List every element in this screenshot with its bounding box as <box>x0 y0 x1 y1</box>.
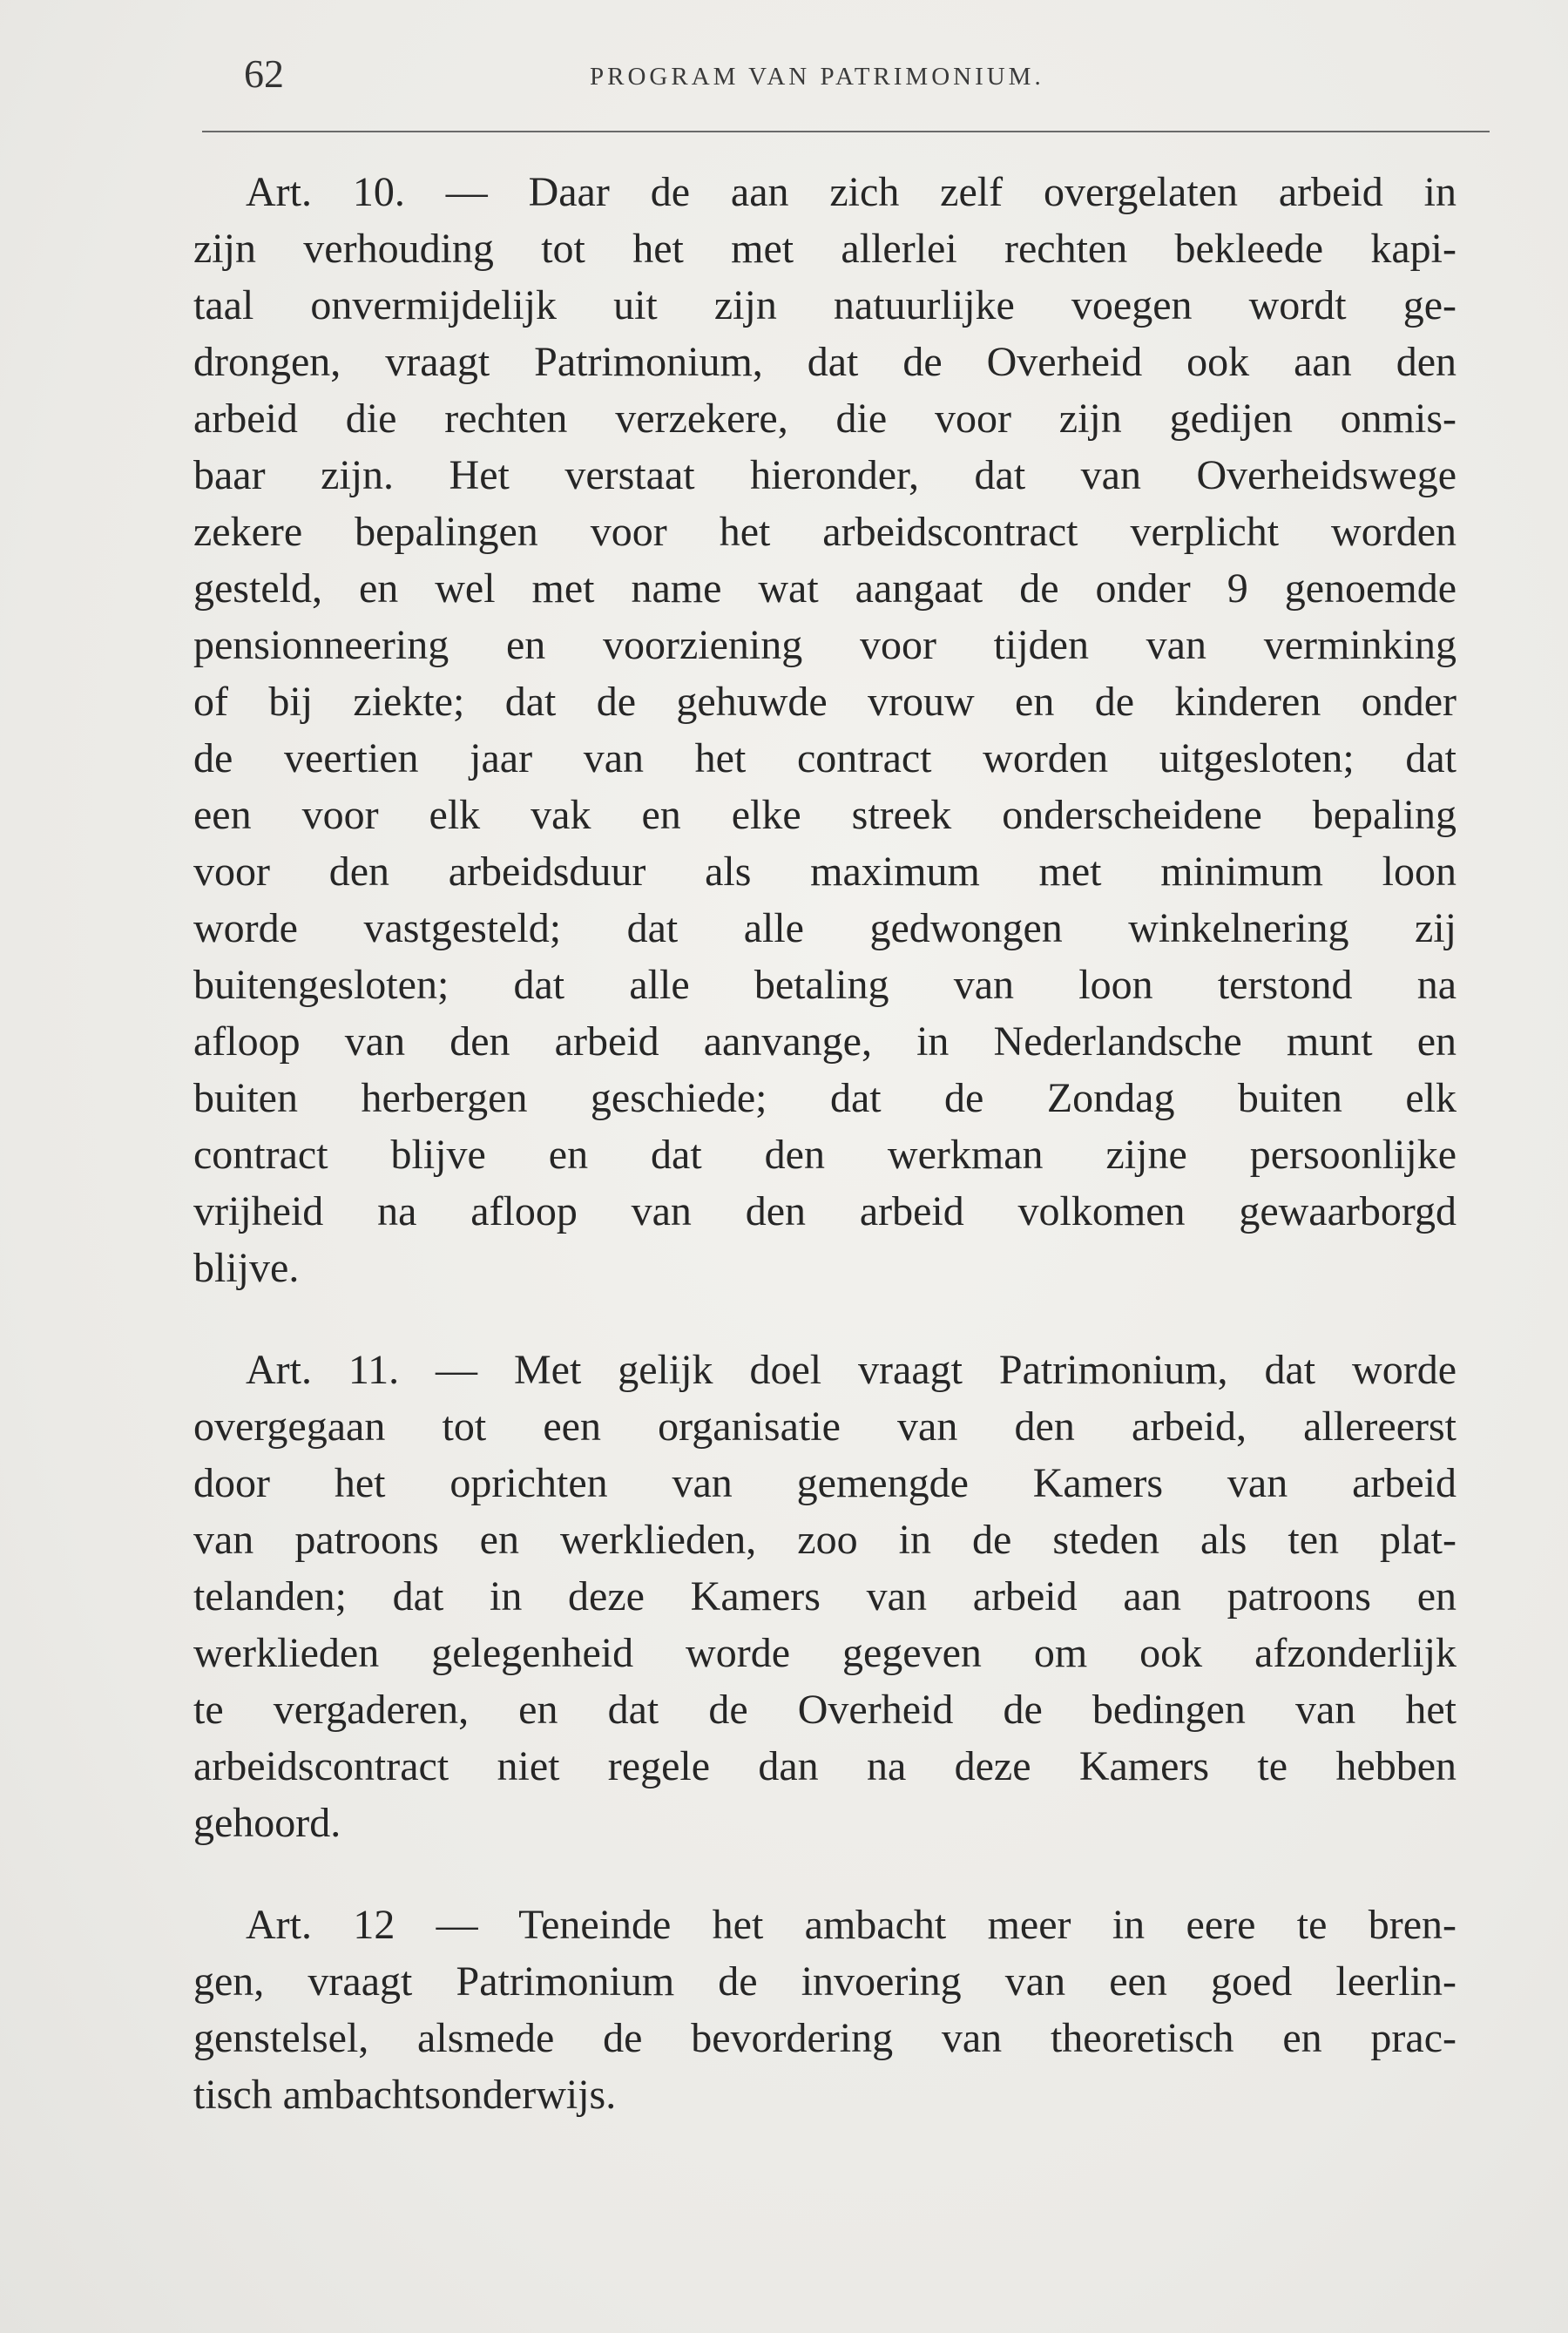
text-line: telanden; dat in deze Kamers van arbeid aan patroons en <box>193 1573 1456 1620</box>
text-line: zijn verhouding tot het met allerlei rechten bekleede kapi- <box>193 226 1456 272</box>
text-line: contract blijve en dat den werkman zijne persoonlijke <box>193 1132 1456 1178</box>
text-line: buiten herbergen geschiede; dat de Zondag buiten elk <box>193 1075 1456 1121</box>
text-line: baar zijn. Het verstaat hieronder, dat van Overheidswege <box>193 452 1456 498</box>
text-line: de veertien jaar van het contract worden uitgesloten; dat <box>193 735 1456 781</box>
header-rule <box>202 131 1490 132</box>
text-line: van patroons en werklieden, zoo in de steden als ten plat- <box>193 1517 1456 1563</box>
body-text <box>193 164 1456 2168</box>
text-line: gen, vraagt Patrimonium de invoering van een goed leerlin- <box>193 1958 1456 2005</box>
page-number: 62 <box>244 51 284 96</box>
article-12 <box>193 1897 1456 2123</box>
text-line: een voor elk vak en elke streek onderscheidene bepaling <box>193 792 1456 838</box>
text-line: buitengesloten; dat alle betaling van loon terstond na <box>193 962 1456 1008</box>
text-line: gesteld, en wel met name wat aangaat de onder 9 genoemde <box>193 565 1456 612</box>
text-line: gehoord. <box>193 1800 341 1846</box>
text-line: zekere bepalingen voor het arbeidscontract verplicht worden <box>193 509 1456 555</box>
text-line: werklieden gelegenheid worde gegeven om ook afzonderlijk <box>193 1630 1456 1676</box>
running-head: PROGRAM VAN PATRIMONIUM. <box>590 63 1044 91</box>
article-10 <box>193 164 1456 1296</box>
page-header <box>202 51 1491 103</box>
text-line: afloop van den arbeid aanvange, in Nederlandsche munt en <box>193 1018 1456 1065</box>
text-line: taal onvermijdelijk uit zijn natuurlijke voegen wordt ge- <box>193 282 1456 328</box>
text-line: drongen, vraagt Patrimonium, dat de Overheid ook aan den <box>193 339 1456 385</box>
text-line: voor den arbeidsduur als maximum met minimum loon <box>193 849 1456 895</box>
text-line: of bij ziekte; dat de gehuwde vrouw en de kinderen onder <box>193 679 1456 725</box>
text-line: door het oprichten van gemengde Kamers van arbeid <box>193 1460 1456 1506</box>
text-line: vrijheid na afloop van den arbeid volkomen gewaarborgd <box>193 1188 1456 1234</box>
text-line: worde vastgesteld; dat alle gedwongen winkelnering zij <box>193 905 1456 951</box>
text-line: Art. 10. — Daar de aan zich zelf overgelaten arbeid in <box>246 169 1456 215</box>
text-line: tisch ambachtsonderwijs. <box>193 2072 617 2118</box>
text-line: pensionneering en voorziening voor tijden van verminking <box>193 622 1456 668</box>
text-line: arbeid die rechten verzekere, die voor zijn gedijen onmis- <box>193 396 1456 442</box>
article-11 <box>193 1342 1456 1851</box>
text-line: arbeidscontract niet regele dan na deze Kamers te hebben <box>193 1743 1456 1789</box>
text-line: overgegaan tot een organisatie van den arbeid, allereerst <box>193 1403 1456 1450</box>
text-line: blijve. <box>193 1245 300 1291</box>
text-line: Art. 12 — Teneinde het ambacht meer in eere te bren- <box>246 1902 1456 1948</box>
text-line: Art. 11. — Met gelijk doel vraagt Patrimonium, dat worde <box>246 1347 1456 1393</box>
text-line: te vergaderen, en dat de Overheid de bedingen van het <box>193 1687 1456 1733</box>
text-line: genstelsel, alsmede de bevordering van theoretisch en prac- <box>193 2015 1456 2061</box>
